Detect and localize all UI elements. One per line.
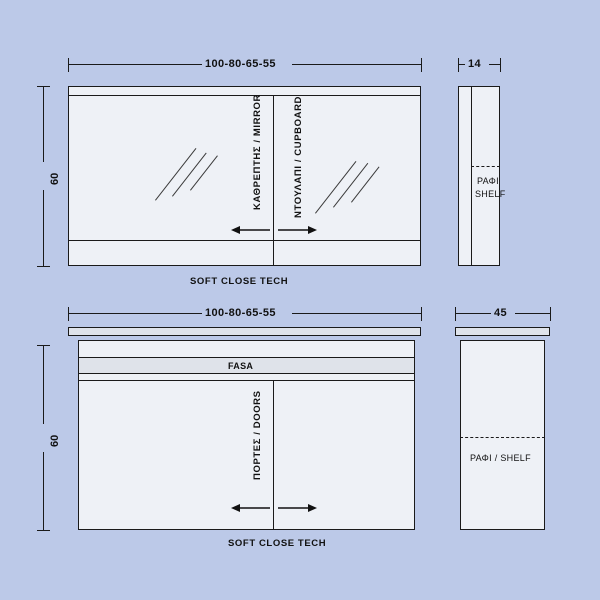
- doors-label: ΠΟΡΤΕΣ / DOORS: [252, 390, 263, 480]
- bottom-height-dimension-label: 60: [49, 434, 61, 447]
- mirror-cabinet-center-divider: [273, 95, 274, 266]
- mirror-label: ΚΑΘΡΕΠΤΗΣ / MIRROR: [252, 94, 263, 210]
- vanity-center-divider: [273, 380, 274, 530]
- top-side-depth-tick-left: [458, 58, 459, 72]
- mirror-cabinet-body: [68, 86, 421, 266]
- bottom-width-dimension-label: 100-80-65-55: [205, 307, 276, 319]
- top-width-tick-right: [421, 58, 422, 72]
- bottom-width-tick-right: [421, 307, 422, 321]
- top-side-depth-label: 14: [468, 58, 482, 70]
- top-side-depth-tick-right: [500, 58, 501, 72]
- fasa-label: FASA: [228, 361, 254, 371]
- bottom-side-depth-tick-right: [550, 307, 551, 321]
- mirror-cabinet-shelf-dashed-line: [471, 166, 500, 167]
- vanity-left-arrow: [231, 500, 271, 516]
- bottom-width-tick-left: [68, 307, 69, 321]
- mirror-cabinet-side-inner-line: [471, 86, 472, 266]
- mirror-cabinet-top-strip-line: [68, 95, 421, 96]
- top-side-shelf-label-en: SHELF: [475, 189, 506, 199]
- bottom-side-shelf-label: ΡΑΦΙ / SHELF: [470, 453, 531, 463]
- top-side-shelf-label-gr: ΡΑΦΙ: [477, 176, 499, 186]
- cupboard-label: ΝΤΟΥΛΑΠΙ / CUPBOARD: [293, 96, 304, 218]
- vanity-countertop: [68, 327, 421, 336]
- mirror-right-arrow: [277, 222, 317, 238]
- vanity-right-arrow: [277, 500, 317, 516]
- mirror-cabinet-bottom-strip-line: [68, 240, 421, 241]
- bottom-height-tick-upper: [37, 345, 50, 346]
- vanity-side-body: [460, 340, 545, 530]
- vanity-side-shelf-dashed-line: [460, 437, 545, 438]
- bottom-soft-close-caption: SOFT CLOSE TECH: [228, 538, 327, 549]
- vanity-side-countertop: [455, 327, 550, 336]
- top-height-tick-lower: [37, 266, 50, 267]
- top-height-dimension-label: 60: [49, 172, 61, 185]
- bottom-side-depth-tick-left: [455, 307, 456, 321]
- mirror-left-arrow: [231, 222, 271, 238]
- bottom-side-depth-label: 45: [494, 307, 508, 319]
- vanity-drawer-separation-line: [78, 380, 415, 381]
- top-height-tick-upper: [37, 86, 50, 87]
- top-soft-close-caption: SOFT CLOSE TECH: [190, 276, 289, 287]
- bottom-height-tick-lower: [37, 530, 50, 531]
- top-width-tick-left: [68, 58, 69, 72]
- top-width-dimension-label: 100-80-65-55: [205, 58, 276, 70]
